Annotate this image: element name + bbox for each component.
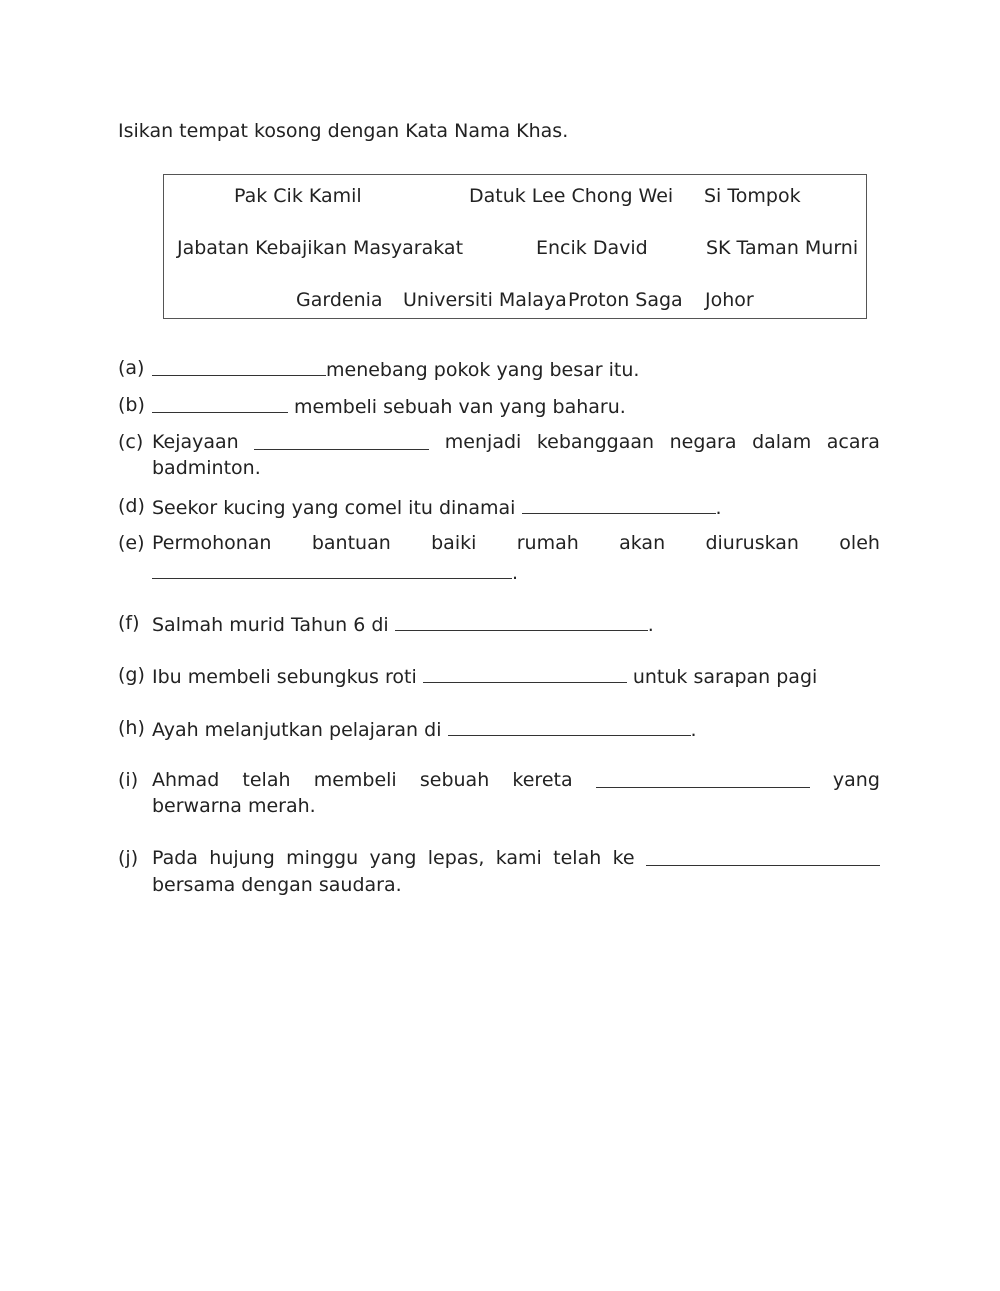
question-text: Seekor kucing yang comel itu dinamai [152,497,516,519]
answer-blank[interactable] [152,394,288,413]
question-word: menjadi [444,431,522,453]
question-word: sebuah [419,769,490,791]
question-label: (a) [118,357,145,379]
question-text: berwarna merah. [152,795,316,817]
question-word: kami [495,847,542,869]
question-word: Pada [152,847,198,869]
answer-blank[interactable] [448,717,691,736]
question-text: menebang pokok yang besar itu. [326,359,640,381]
answer-blank[interactable] [522,495,716,514]
answer-blank[interactable] [395,612,648,631]
answer-blank[interactable] [152,560,512,579]
answer-blank[interactable] [596,769,810,788]
word-bank-item: Encik David [536,237,648,259]
word-bank-item: Pak Cik Kamil [234,185,362,207]
question-label: (d) [118,495,145,517]
question-word: membeli [313,769,397,791]
question-label: (b) [118,394,145,416]
question-word: akan [619,532,666,554]
word-bank-item: Johor [705,289,754,311]
question-word: acara [826,431,880,453]
question-text: membeli sebuah van yang baharu. [294,396,626,418]
word-bank-item: Gardenia [296,289,383,311]
question-word: oleh [839,532,880,554]
answer-blank[interactable] [646,847,880,866]
question-label: (i) [118,769,139,791]
answer-blank[interactable] [152,357,326,376]
question-label: (h) [118,717,145,739]
question-label: (f) [118,612,140,634]
question-word: kebanggaan [536,431,655,453]
question-word: telah [242,769,291,791]
question-text: untuk sarapan pagi [632,666,818,688]
question-word: baiki [431,532,477,554]
question-word: ke [612,847,635,869]
question-punctuation: . [647,614,654,636]
question-label: (g) [118,664,145,686]
word-bank-item: Datuk Lee Chong Wei [469,185,674,207]
answer-blank[interactable] [254,431,429,450]
question-label: (j) [118,847,139,869]
question-word: Permohonan [152,532,272,554]
question-word: telah [553,847,602,869]
question-text: Ayah melanjutkan pelajaran di [152,719,442,741]
word-bank-item: Universiti Malaya [403,289,567,311]
question-text: bersama dengan saudara. [152,874,402,896]
question-word: hujung [209,847,275,869]
question-word: Kejayaan [152,431,239,453]
question-word: dalam [752,431,812,453]
question-punctuation: . [690,719,697,741]
question-label: (e) [118,532,145,554]
question-text: Salmah murid Tahun 6 di [152,614,389,636]
question-text: badminton. [152,457,261,479]
question-word: rumah [516,532,579,554]
question-word: yang [832,769,880,791]
question-punctuation: . [715,497,722,519]
answer-blank[interactable] [423,664,627,683]
word-bank-item: Proton Saga [568,289,683,311]
question-punctuation: . [512,562,519,584]
instruction-text: Isikan tempat kosong dengan Kata Nama Khas. [118,120,569,142]
question-word: yang [369,847,417,869]
word-bank-box [163,174,867,319]
question-word: bantuan [311,532,391,554]
question-word: negara [669,431,737,453]
question-word: Ahmad [152,769,220,791]
question-label: (c) [118,431,144,453]
question-word: diuruskan [705,532,799,554]
word-bank-item: Jabatan Kebajikan Masyarakat [177,237,464,259]
question-word: minggu [286,847,359,869]
question-text: Ibu membeli sebungkus roti [152,666,417,688]
word-bank-item: Si Tompok [704,185,801,207]
question-word: lepas, [427,847,485,869]
question-word: kereta [512,769,573,791]
word-bank-item: SK Taman Murni [706,237,859,259]
